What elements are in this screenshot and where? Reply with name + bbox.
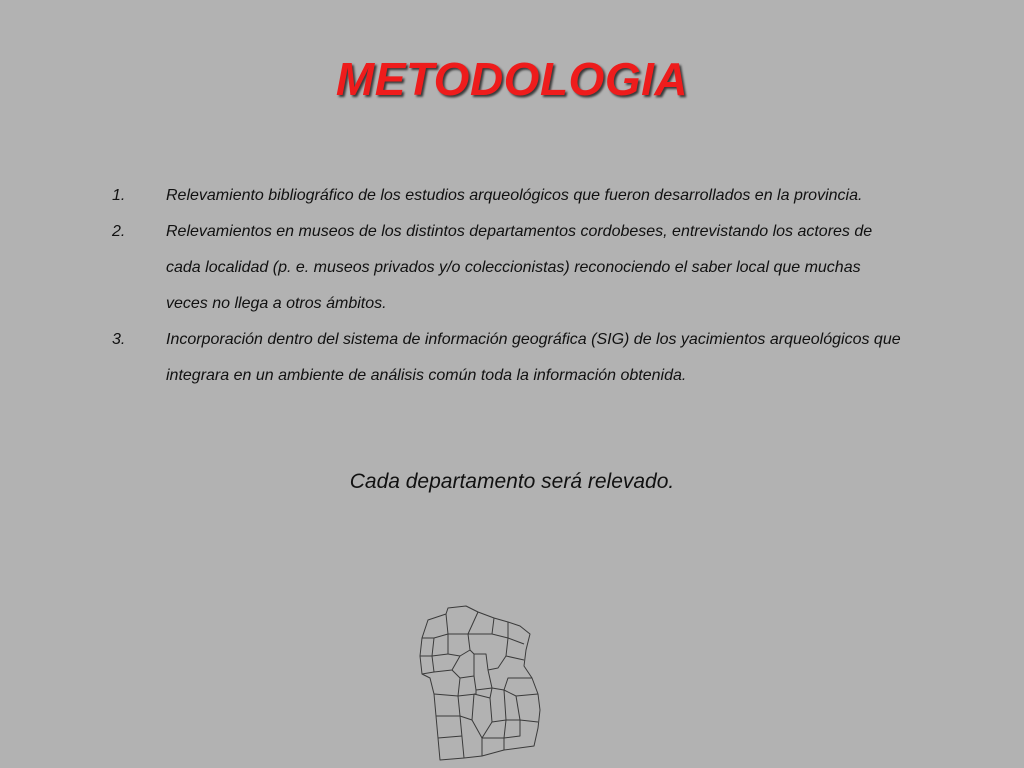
list-item-number: 1.	[112, 187, 126, 204]
map-border	[458, 678, 476, 696]
slide-title: METODOLOGIA	[335, 53, 689, 105]
map-border	[492, 622, 508, 638]
map-border	[490, 690, 506, 722]
map-border	[516, 694, 538, 696]
list-item-number: 3.	[112, 331, 126, 348]
map-border	[504, 720, 538, 738]
list-item-number: 2.	[112, 223, 126, 240]
list-item	[112, 214, 902, 322]
map-border	[508, 638, 524, 644]
map-border	[468, 612, 478, 634]
methodology-list	[112, 178, 902, 394]
map-border	[422, 672, 434, 674]
map-border	[488, 670, 532, 690]
conclusion-text: Cada departamento será relevado.	[349, 470, 675, 493]
list-item-text: Relevamientos en museos de los distintos departamentos cordobeses, entrevistando los actores de cada localidad (p. e. museos privados y/o coleccionistas) reconociendo el saber local que muchas veces no llega a otros ámbitos.	[166, 223, 873, 312]
map-border	[438, 736, 462, 738]
map-border	[432, 638, 448, 656]
map-border	[434, 694, 458, 696]
province-map-icon	[412, 598, 554, 766]
list-item	[112, 178, 902, 214]
map-border	[470, 650, 506, 670]
map-border	[448, 634, 470, 656]
map-border	[482, 720, 506, 738]
list-item	[112, 322, 902, 394]
map-border	[504, 690, 520, 720]
map-border	[432, 656, 460, 672]
map-border	[472, 720, 492, 738]
map-outline	[420, 606, 540, 760]
list-item-text: Incorporación dentro del sistema de información geográfica (SIG) de los yacimientos arqueológicos que integrara en un ambiente de análisis común toda la información obtenida.	[166, 331, 901, 384]
map-border	[452, 654, 474, 678]
map-border	[460, 716, 464, 758]
list-item-text: Relevamiento bibliográfico de los estudios arqueológicos que fueron desarrollados en la provincia.	[166, 187, 863, 204]
map-border	[506, 638, 524, 660]
